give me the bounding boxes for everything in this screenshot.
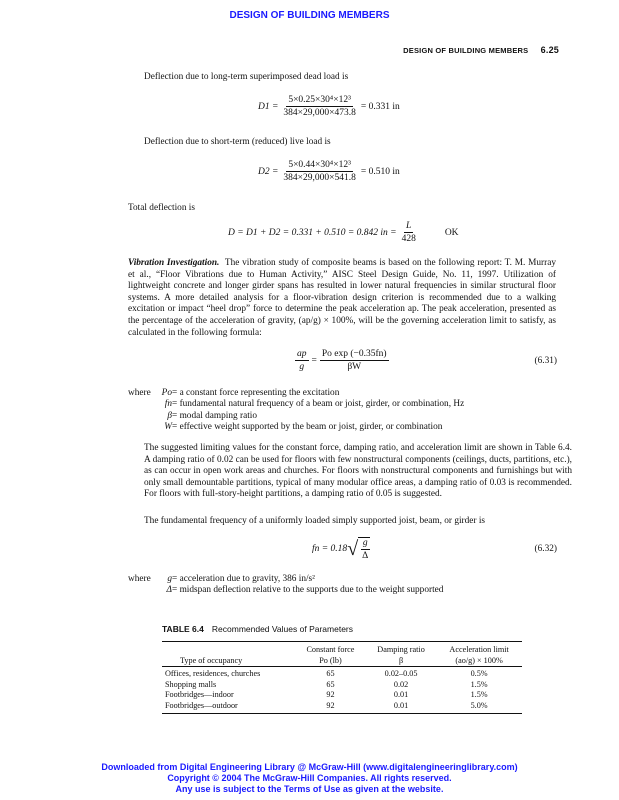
column-header: Damping ratio: [366, 642, 436, 656]
equation-total-lhs: D = D1 + D2 = 0.331 + 0.510 = 0.842 in =: [228, 227, 397, 238]
definition-row: W = effective weight supported by the beam or joist, girder, or combination: [164, 421, 443, 432]
equation-number-6-31: (6.31): [534, 356, 557, 366]
definition-row: where g = acceleration due to gravity, 386 in/s²: [128, 574, 315, 584]
equation-6-31-lhs-denominator: g: [299, 362, 305, 372]
equation-6-31-rhs: [320, 349, 389, 372]
equation-d1-numerator: 5×0.25×30⁴×12³: [288, 95, 351, 105]
equation-d1-lhs: D1 =: [258, 101, 279, 112]
text-total-deflection: Total deflection is: [128, 203, 195, 213]
text-suggested-values: The suggested limiting values for the constant force, damping ratio, and acceleration limit are shown in Table 6.4. A damping ratio of 0.02 can be used for floors with few nonstructural components (ceilings, ducts, partitions, etc.), as can occur in open work areas and churches. For floors with nonstructural components and furnishings but with only small demountable partitions, typical of many modular office areas, a damping ratio of 0.03 is recommended. For floors with full-story-height partitions, a damping ratio of 0.05 is suggested.: [144, 443, 572, 500]
definition-row: fn = fundamental natural frequency of a beam or joist, girder, or combination, Hz: [164, 399, 465, 410]
download-banner-title: DESIGN OF BUILDING MEMBERS: [229, 10, 390, 21]
definition-row: β = modal damping ratio: [167, 410, 258, 421]
equation-6-32-numerator: g: [362, 538, 368, 548]
table-header-row: [162, 642, 522, 656]
column-header: β: [398, 655, 404, 665]
equation-d2-denominator: 384×29,000×541.8: [283, 173, 356, 183]
table-header-row: [162, 656, 522, 667]
equation-6-32: [312, 537, 370, 561]
footer-terms: Any use is subject to the Terms of Use as given at the website.: [175, 784, 444, 794]
definitions-6-31: [128, 388, 464, 433]
vibration-paragraph: [128, 258, 556, 339]
equation-d1-fraction: [281, 95, 357, 118]
equation-d1-rhs: = 0.331 in: [360, 101, 400, 112]
equation-total-numerator: L: [406, 221, 412, 231]
equation-total-fraction: [400, 221, 418, 244]
equation-total-ok: OK: [444, 227, 459, 238]
text-deflection-dead: Deflection due to long-term superimposed dead load is: [144, 72, 349, 82]
equation-d2-rhs: = 0.510 in: [360, 166, 400, 177]
equation-d2: [258, 160, 400, 183]
equation-6-31-lhs: [295, 349, 309, 372]
table-label: TABLE 6.4: [162, 624, 204, 634]
running-head: [403, 45, 559, 55]
table-row: Footbridges—outdoor 92 0.01 5.0%: [162, 701, 522, 714]
vibration-heading: Vibration Investigation.: [128, 258, 220, 268]
column-header: Constant force: [295, 642, 366, 656]
equation-6-31: $\frac{ap}{g}$ = $\frac{\text{Po exp (−0.35fn)}}{\beta W}$: [297, 349, 387, 372]
text-fundamental-frequency: The fundamental frequency of a uniformly loaded simply supported joist, beam, or girder is: [144, 516, 486, 526]
vibration-body: The vibration study of composite beams is based on the following report: T. M. Murray et al., “Floor Vibrations due to Human Activity,” AISC Steel Design Guide, No. 11, 1997. Utilization of lightweight concrete and longer girder spans has resulted in lower natural frequencies in similar structural floor systems. A more detailed analysis for a floor-vibration design criterion is recommended due to a walking excitation or impact “heel drop” force to determine the peak acceleration ap. The peak acceleration, presented as the percentage of the acceleration of gravity, (ap/g) × 100%, will be the governing acceleration limit to satisfy, as calculated in the following formula:: [128, 258, 556, 338]
running-head-title: DESIGN OF BUILDING MEMBERS: [403, 46, 529, 55]
column-header: (ao/g) × 100%: [455, 655, 503, 665]
table-row: Shopping malls 65 0.02 1.5%: [165, 679, 488, 689]
equation-d2-lhs: D2 =: [258, 166, 279, 177]
equation-d1: [258, 95, 400, 118]
equation-total-denominator: 428: [401, 234, 416, 244]
equation-6-31-lhs-numerator: ap: [297, 349, 307, 359]
definition-row: where Po = a constant force representing the excitation: [128, 388, 340, 398]
equation-d1-denominator: 384×29,000×473.8: [283, 108, 356, 118]
footer-download-link[interactable]: Downloaded from Digital Engineering Library @ McGraw-Hill (www.digitalengineeringlibrary.com): [101, 762, 518, 772]
equation-d2-numerator: 5×0.44×30⁴×12³: [288, 160, 351, 170]
equation-number-6-32: (6.32): [534, 544, 557, 554]
column-header: Po (lb): [319, 655, 342, 665]
equation-d2-fraction: [281, 160, 357, 183]
equation-6-32-denominator: Δ: [362, 551, 369, 561]
parameters-table: [162, 641, 522, 714]
equation-6-31-rhs-numerator: Po exp (−0.35fn): [321, 349, 387, 359]
definition-row: Δ = midspan deflection relative to the supports due to the weight supported: [166, 585, 444, 596]
definitions-6-32: [128, 574, 443, 597]
equation-total: [228, 221, 459, 244]
table-row: Footbridges—indoor 92 0.01 1.5%: [165, 690, 488, 699]
page-number: 6.25: [540, 45, 559, 55]
table-title: [162, 624, 353, 634]
column-header: Type of occupancy: [180, 655, 243, 665]
table-row: Offices, residences, churches 65 0.02–0.05 0.5%: [162, 667, 522, 680]
equation-6-31-rhs-denominator: βW: [347, 362, 362, 372]
text-deflection-live: Deflection due to short-term (reduced) live load is: [144, 137, 331, 147]
square-root: √ $\frac{g}{\Delta}$: [347, 538, 369, 561]
equation-6-32-lhs: fn = 0.18: [312, 544, 348, 554]
column-header: Acceleration limit: [436, 642, 522, 656]
download-footer: [0, 762, 619, 795]
footer-copyright: Copyright © 2004 The McGraw-Hill Companies. All rights reserved.: [167, 773, 452, 783]
table-caption: Recommended Values of Parameters: [211, 624, 353, 634]
